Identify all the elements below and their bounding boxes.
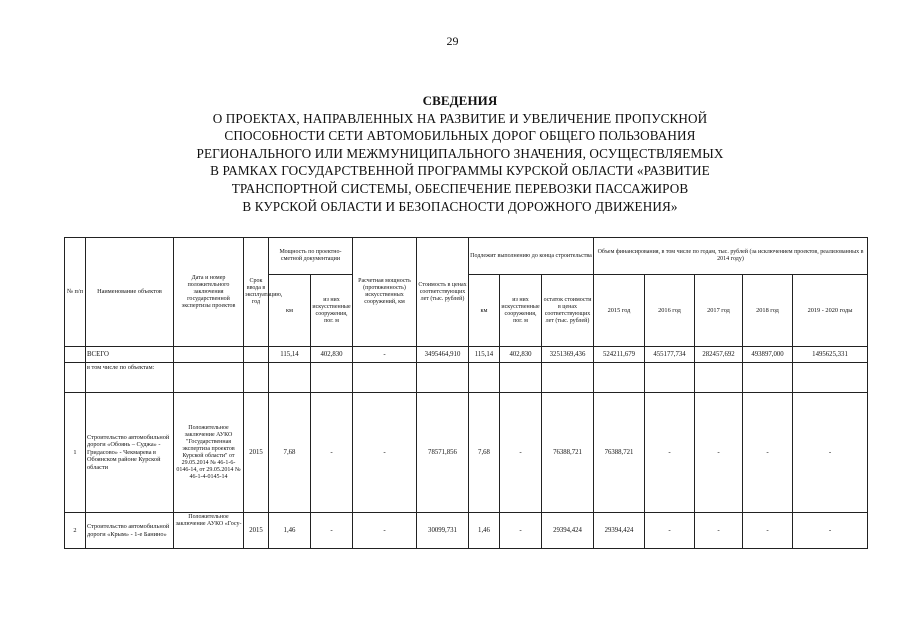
total-2016: 455177,734	[645, 347, 695, 363]
header-year-2017: 2017 год	[695, 275, 743, 347]
row-2018: -	[743, 513, 793, 549]
row-art: -	[311, 393, 353, 513]
header-num: № п/п	[65, 238, 86, 347]
subheader-label: в том числе по объектам:	[86, 363, 174, 393]
title-line: В РАМКАХ ГОСУДАРСТВЕННОЙ ПРОГРАММЫ КУРСКОЙ ОБЛАСТИ «РАЗВИТИЕ	[210, 163, 710, 179]
total-km: 115,14	[269, 347, 311, 363]
header-cost: Стоимость в ценах соответствующих лет (тыс. рублей)	[417, 238, 469, 347]
header-cap-art: из них искусственные сооружения, пог. м	[311, 275, 353, 347]
header-remaining: Подлежит выполнению до конца строительства	[469, 238, 594, 275]
row-name: Строительство автомобильной дороги «Обоянь – Суджа» - Гридасово» - Чекмарева в Обоянском районе Курской области	[86, 393, 174, 513]
header-expertise: Дата и номер положительного заключения государственной экспертизы проектов	[174, 238, 244, 347]
row-art: -	[311, 513, 353, 549]
row-2017: -	[695, 393, 743, 513]
header-term: Срок ввода в эксплуатацию, год	[244, 238, 269, 347]
title-line: СПОСОБНОСТИ СЕТИ АВТОМОБИЛЬНЫХ ДОРОГ ОБЩЕГО ПОЛЬЗОВАНИЯ	[224, 128, 696, 144]
row-term: 2015	[244, 393, 269, 513]
title-line: ТРАНСПОРТНОЙ СИСТЕМЫ, ОБЕСПЕЧЕНИЕ ПЕРЕВОЗКИ ПАССАЖИРОВ	[231, 180, 689, 196]
table-row	[65, 393, 868, 513]
page-number: 29	[446, 34, 459, 48]
row-2019-2020: -	[793, 393, 868, 513]
row-rem-cost: 76388,721	[542, 393, 594, 513]
header-finance: Объем финансирования, в том числе по годам, тыс. рублей (за исключением проектов, реализованных в 2014 году)	[594, 238, 868, 275]
row-expertise: Положительное заключение АУКО "Государственная экспертиза проектов Курской области" от 29.05.2014 № 46-1-6-0146-14, от 29.05.2014 № 46-1-4-0145-14	[174, 393, 244, 513]
row-2018: -	[743, 393, 793, 513]
document-title	[120, 92, 800, 215]
total-rem-km: 115,14	[469, 347, 500, 363]
title-line: О ПРОЕКТАХ, НАПРАВЛЕННЫХ НА РАЗВИТИЕ И УВЕЛИЧЕНИЕ ПРОПУСКНОЙ	[212, 110, 708, 126]
header-calc: Расчетная мощность (протяженность) искусственных сооружений, км	[353, 238, 417, 347]
total-label: ВСЕГО	[86, 347, 174, 363]
row-rem-art: -	[500, 393, 542, 513]
projects-table	[64, 237, 868, 549]
header-capacity: Мощность по проектно-сметной документации	[269, 238, 353, 275]
row-num: 2	[65, 513, 86, 549]
total-2015: 524211,679	[594, 347, 645, 363]
header-year-2016: 2016 год	[645, 275, 695, 347]
row-2017: -	[695, 513, 743, 549]
row-km: 7,68	[269, 393, 311, 513]
header-name: Наименование объектов	[86, 238, 174, 347]
row-rem-km: 1,46	[469, 513, 500, 549]
row-rem-art: -	[500, 513, 542, 549]
header-rem-cost: остаток стоимости в ценах соответствующих лет (тыс. рублей)	[542, 275, 594, 347]
row-rem-cost: 29394,424	[542, 513, 594, 549]
header-cap-km: км	[269, 275, 311, 347]
total-cost: 3495464,910	[417, 347, 469, 363]
title-heading: СВЕДЕНИЯ	[422, 93, 498, 108]
row-num: 1	[65, 393, 86, 513]
row-2019-2020: -	[793, 513, 868, 549]
row-rem-km: 7,68	[469, 393, 500, 513]
row-cost: 30099,731	[417, 513, 469, 549]
total-rem-cost: 3251369,436	[542, 347, 594, 363]
row-expertise: Положительное заключение АУКО «Госу-	[174, 513, 244, 549]
row-term: 2015	[244, 513, 269, 549]
table-row-total	[65, 347, 868, 363]
total-rem-art: 402,830	[500, 347, 542, 363]
title-line: В КУРСКОЙ ОБЛАСТИ И БЕЗОПАСНОСТИ ДОРОЖНОГО ДВИЖЕНИЯ»	[242, 198, 678, 214]
table-row-subheader	[65, 363, 868, 393]
table-row	[65, 513, 868, 549]
header-rem-km: км	[469, 275, 500, 347]
row-2016: -	[645, 393, 695, 513]
total-2017: 282457,692	[695, 347, 743, 363]
header-rem-art: из них искусственные сооружения, пог. м	[500, 275, 542, 347]
total-calc: -	[353, 347, 417, 363]
row-2015: 29394,424	[594, 513, 645, 549]
row-cost: 78571,856	[417, 393, 469, 513]
header-year-2019-2020: 2019 - 2020 годы	[793, 275, 868, 347]
title-line: РЕГИОНАЛЬНОГО ИЛИ МЕЖМУНИЦИПАЛЬНОГО ЗНАЧЕНИЯ, ОСУЩЕСТВЛЯЕМЫХ	[196, 145, 724, 161]
row-calc: -	[353, 513, 417, 549]
row-2015: 76388,721	[594, 393, 645, 513]
row-name: Строительство автомобильной дороги «Крым» - 1-е Банино»	[86, 513, 174, 549]
total-2018: 493897,000	[743, 347, 793, 363]
row-calc: -	[353, 393, 417, 513]
total-art: 402,830	[311, 347, 353, 363]
total-2019-2020: 1495625,331	[793, 347, 868, 363]
header-year-2018: 2018 год	[743, 275, 793, 347]
row-km: 1,46	[269, 513, 311, 549]
row-2016: -	[645, 513, 695, 549]
header-year-2015: 2015 год	[594, 275, 645, 347]
